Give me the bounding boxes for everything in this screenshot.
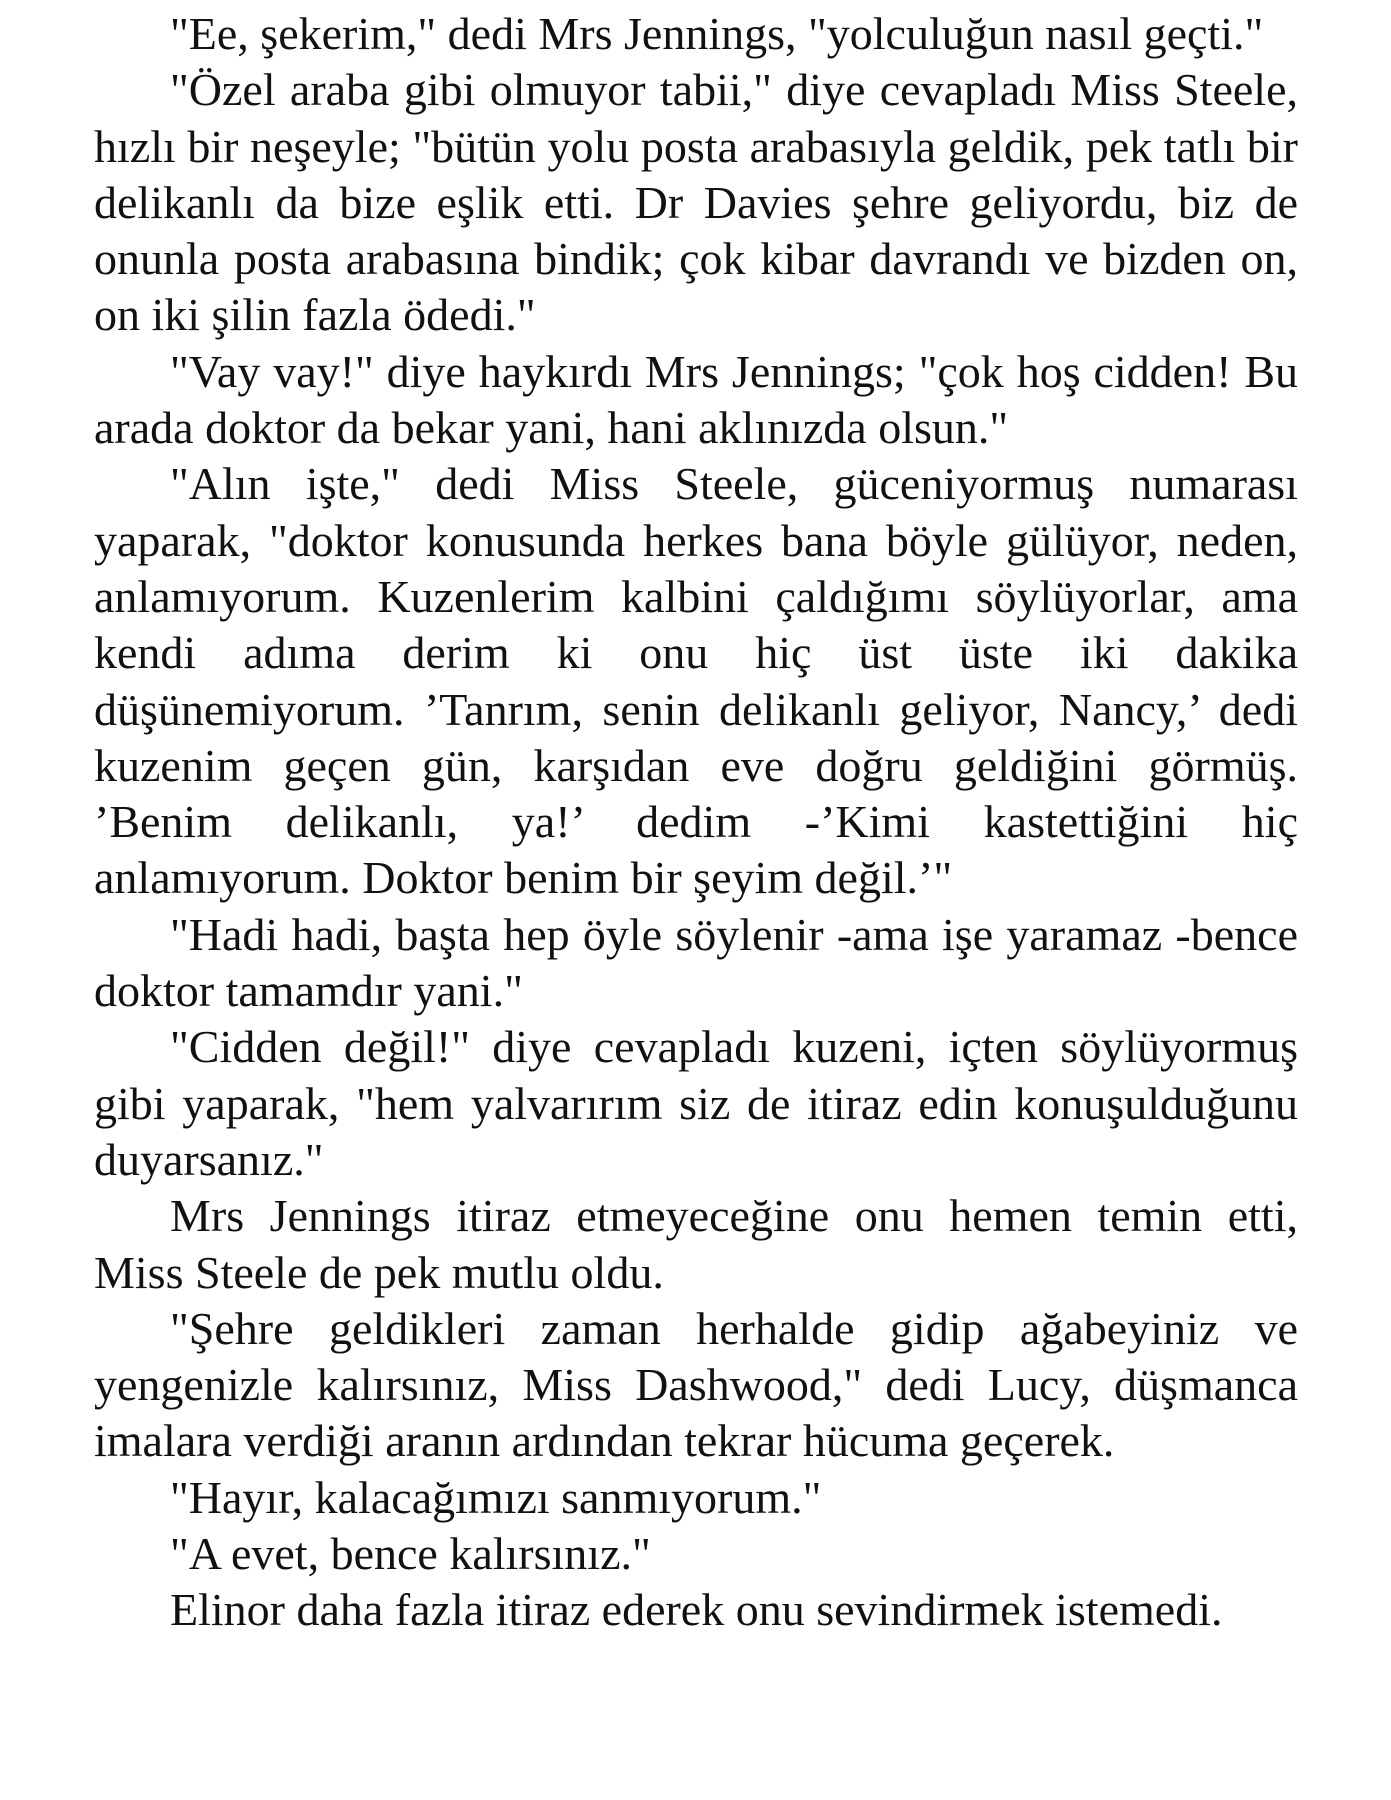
paragraph-9: "Hayır, kalacağımızı sanmıyorum." xyxy=(170,1471,822,1523)
paragraph-7: Mrs Jennings itiraz etmeyeceğine onu hemen temin etti, Miss Steele de pek mutlu oldu. xyxy=(94,1190,1298,1298)
paragraph-6: "Cidden değil!" diye cevapladı kuzeni, içten söylüyormuş gibi yaparak, "hem yalvarırım siz de itiraz edin konuşulduğunu duyarsanız." xyxy=(94,1021,1298,1185)
document-page xyxy=(94,6,1298,1639)
paragraph-3: "Vay vay!" diye haykırdı Mrs Jennings; "çok hoş cidden! Bu arada doktor da bekar yani, hani aklınızda olsun." xyxy=(94,345,1298,454)
paragraph-5: "Hadi hadi, başta hep öyle söylenir -ama işe yaramaz -bence doktor tamamdır yani." xyxy=(94,908,1298,1017)
paragraph-1: "Ee, şekerim," dedi Mrs Jennings, "yolculuğun nasıl geçti." xyxy=(170,8,1264,59)
paragraph-8: "Şehre geldikleri zaman herhalde gidip ağabeyiniz ve yengenizle kalırsınız, Miss Dashwood," dedi Lucy, düşmanca imalara verdiği aranın ardından tekrar hücuma geçerek. xyxy=(94,1302,1298,1467)
paragraph-2: "Özel araba gibi olmuyor tabii," diye cevapladı Miss Steele, hızlı bir neşeyle; "bütün yolu posta arabasıyla geldik, pek tatlı bir delikanlı da bize eşlik etti. Dr Davies şehre geliyordu, biz de onunla posta arabasına bindik; çok kibar davrandı ve bizden on, on iki şilin fazla ödedi." xyxy=(94,64,1298,341)
paragraph-11: Elinor daha fazla itiraz ederek onu sevindirmek istemedi. xyxy=(170,1584,1223,1636)
paragraph-10: "A evet, bence kalırsınız." xyxy=(170,1528,651,1580)
paragraph-4: "Alın işte," dedi Miss Steele, güceniyormuş numarası yaparak, "doktor konusunda herkes bana böyle gülüyor, neden, anlamıyorum. Kuzenlerim kalbini çaldığımı söylüyorlar, ama kendi adıma derim ki onu hiç üst üste iki dakika düşünemiyorum. ’Tanrım, senin delikanlı geliyor, Nancy,’ dedi kuzenim geçen gün, karşıdan eve doğru geldiğini görmüş. ’Benim delikanlı, ya!’ dedim -’Kimi kastettiğini hiç anlamıyorum. Doktor benim bir şeyim değil.’" xyxy=(94,458,1298,904)
